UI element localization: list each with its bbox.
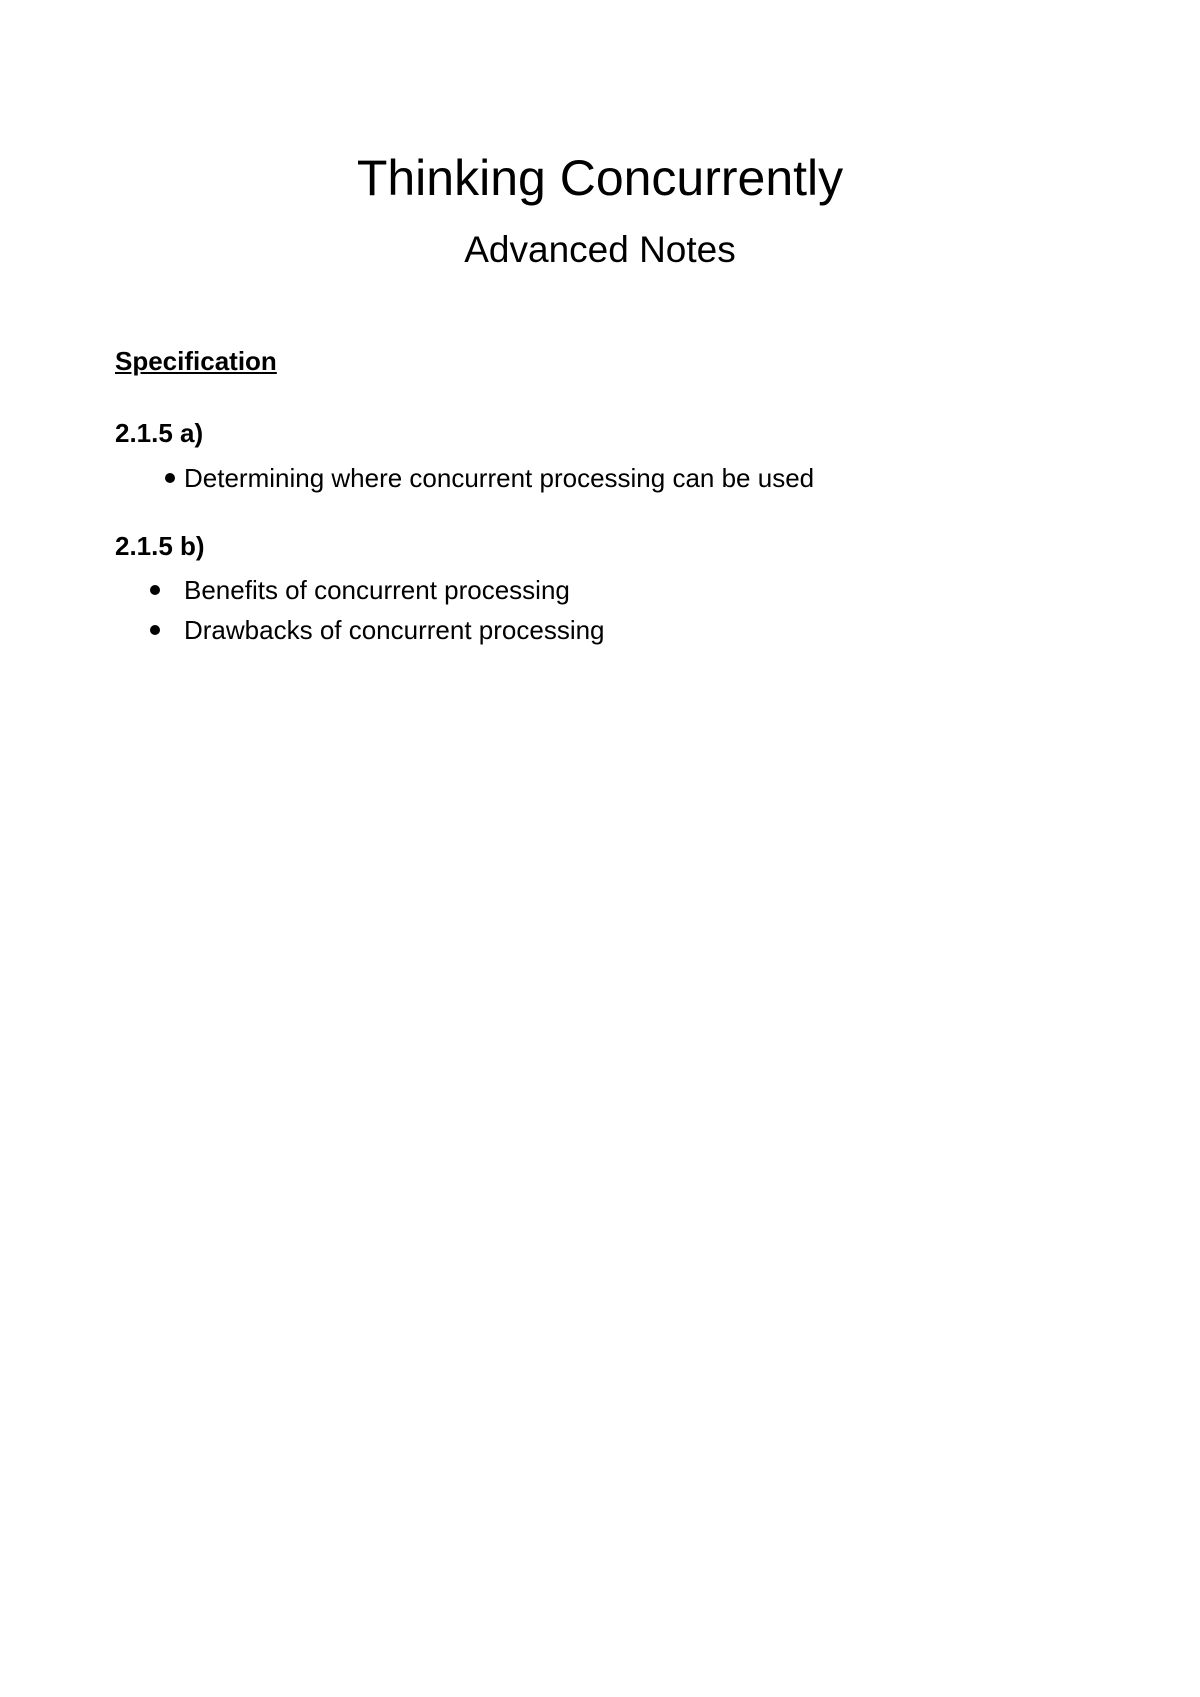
list-item-text: Drawbacks of concurrent processing	[184, 615, 605, 645]
specification-heading: Specification	[115, 346, 277, 376]
section-a-list	[165, 458, 814, 498]
section-b-list	[150, 570, 605, 650]
document-subtitle: Advanced Notes	[464, 229, 736, 270]
section-code-b: 2.1.5 b)	[115, 531, 205, 561]
bullet-icon	[165, 473, 175, 483]
list-item	[165, 458, 814, 498]
bullet-icon	[150, 585, 160, 595]
list-item	[150, 610, 605, 650]
list-item	[150, 570, 605, 610]
bullet-icon	[150, 625, 160, 635]
section-code-a: 2.1.5 a)	[115, 418, 204, 448]
list-item-text: Determining where concurrent processing can be used	[184, 463, 815, 493]
document-title: Thinking Concurrently	[356, 150, 844, 206]
list-item-text: Benefits of concurrent processing	[184, 575, 570, 605]
